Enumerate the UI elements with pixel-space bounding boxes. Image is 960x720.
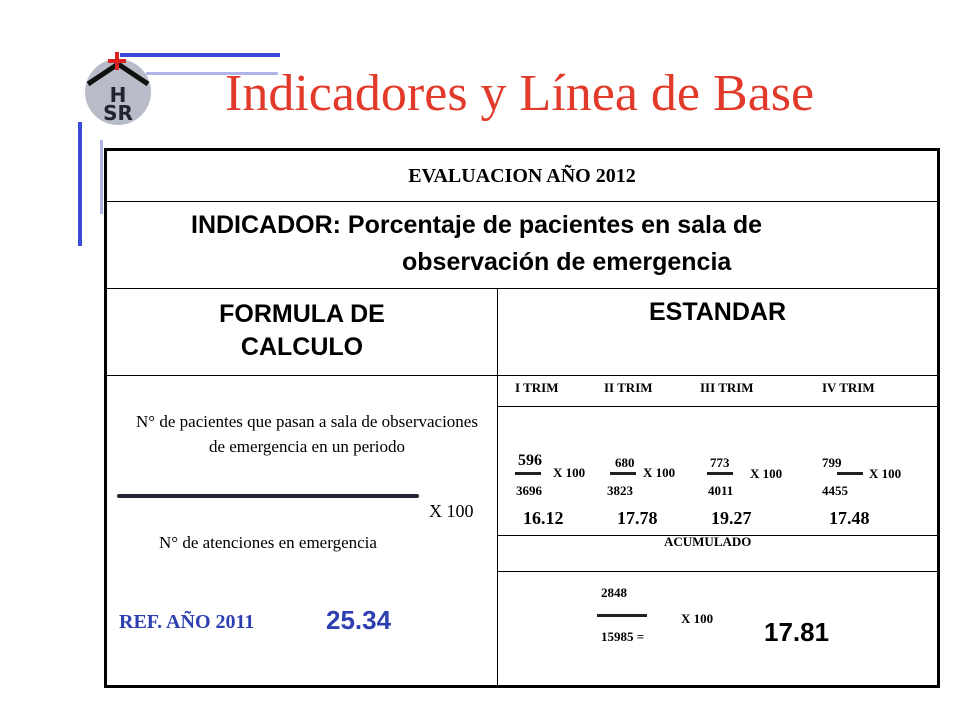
- formula-numerator: N° de pacientes que pasan a sala de observaciones de emergencia en un periodo: [136, 412, 478, 456]
- quarter-fraction-bar: [610, 472, 636, 475]
- cumulative-denominator: 15985 =: [601, 629, 645, 644]
- reference-label: REF. AÑO 2011: [119, 611, 255, 633]
- page-title: Indicadores y Línea de Base: [225, 65, 815, 122]
- quarter-result: 17.48: [829, 508, 870, 528]
- standard-header-label: ESTANDAR: [648, 298, 787, 326]
- quarter-label: I TRIM: [515, 380, 559, 395]
- quarter-denominator: 4011: [708, 483, 734, 498]
- quarter-label: II TRIM: [604, 380, 653, 395]
- svg-text:H: H: [109, 83, 127, 107]
- indicator-line-2: observación de emergencia: [402, 248, 732, 276]
- cumulative-label: ACUMULADO: [664, 534, 752, 549]
- quarter-result: 19.27: [711, 508, 752, 528]
- quarter-multiplier: X 100: [643, 465, 676, 480]
- hospital-logo: [80, 50, 156, 126]
- quarter-numerator: 596: [518, 452, 542, 469]
- quarter-denominator: 4455: [822, 483, 848, 498]
- cumulative-result: 17.81: [764, 617, 830, 647]
- formula-multiplier: X 100: [429, 501, 474, 521]
- cumulative-numerator: 2848: [601, 585, 627, 600]
- quarter-multiplier: X 100: [750, 466, 783, 481]
- standard-column-header: [498, 288, 937, 376]
- formula-header-line1: FORMULA DE: [219, 300, 385, 328]
- formula-denominator: N° de atenciones en emergencia: [159, 533, 377, 552]
- decor-line: [78, 122, 82, 246]
- quarter-numerator: 799: [822, 455, 842, 470]
- quarter-label: IV TRIM: [822, 380, 875, 395]
- indicator-table: [104, 148, 940, 688]
- quarter-numerator: 680: [615, 455, 635, 470]
- quarter-label: III TRIM: [700, 380, 754, 395]
- quarter-denominator: 3696: [516, 483, 542, 498]
- indicator-line-1: INDICADOR: Porcentaje de pacientes en sala de: [191, 211, 763, 239]
- quarter-result: 16.12: [523, 508, 564, 528]
- row-divider: [498, 406, 937, 407]
- formula-column-header: [107, 288, 497, 376]
- cumulative-fraction-bar: [597, 614, 647, 617]
- reference-value: 25.34: [326, 605, 392, 635]
- quarter-fraction-bar: [707, 472, 733, 475]
- quarter-fraction-bar: [515, 472, 541, 475]
- quarter-result: 17.78: [617, 508, 658, 528]
- svg-text:SR: SR: [103, 101, 133, 125]
- quarter-multiplier: X 100: [553, 465, 586, 480]
- indicator-row: [107, 201, 937, 289]
- quarter-fraction-bar: [837, 472, 863, 475]
- evaluation-header: EVALUACION AÑO 2012: [107, 151, 937, 202]
- formula-header-line2: CALCULO: [240, 333, 364, 361]
- row-divider: [498, 571, 937, 572]
- quarter-multiplier: X 100: [869, 466, 902, 481]
- quarter-denominator: 3823: [607, 483, 633, 498]
- cumulative-multiplier: X 100: [681, 611, 714, 626]
- decor-line: [100, 140, 103, 214]
- fraction-line: [117, 494, 419, 498]
- column-divider: [497, 288, 498, 688]
- quarter-numerator: 773: [710, 455, 730, 470]
